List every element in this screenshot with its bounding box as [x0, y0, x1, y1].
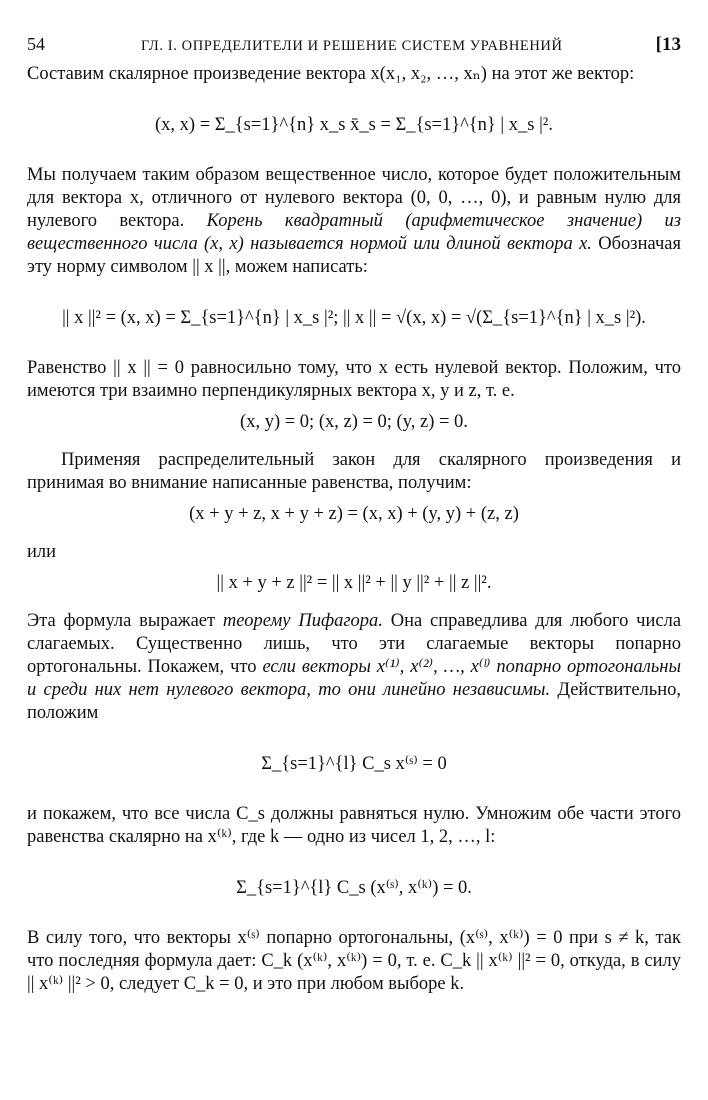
formula-scalar-product: Σ_{s=1}^{l} C_s (x⁽ˢ⁾, x⁽ᵏ⁾) = 0. [236, 877, 472, 898]
paragraph-5-part-e: Действительно, положим [27, 680, 681, 723]
paragraph-5 [27, 610, 681, 725]
paragraph-7: В силу того, что векторы x⁽ˢ⁾ попарно ортогональны, (x⁽ˢ⁾, x⁽ᵏ⁾) = 0 при s ≠ k, так что последняя формула дает: C_k (x⁽ᵏ⁾, x⁽ᵏ⁾) = 0, т. е. C_k || x⁽ᵏ⁾ ||² = 0, откуда, в силу || x⁽ᵏ⁾ ||² > 0, следует C_k = 0, и это при любом выборе k. [27, 928, 681, 994]
paragraph-6: и покажем, что все числа C_s должны равняться нулю. Умножим обе части этого равенства скалярно на x⁽ᵏ⁾, где k — одно из чисел 1, 2, …, l: [27, 804, 681, 847]
formula-norm-product: (x, x) = Σ_{s=1}^{n} x_s x̄_s = Σ_{s=1}^{n} | x_s |². [155, 114, 553, 135]
chapter-title: ГЛ. I. ОПРЕДЕЛИТЕЛИ И РЕШЕНИЕ СИСТЕМ УРАВНЕНИЙ [141, 38, 563, 54]
formula-linear-combination: Σ_{s=1}^{l} C_s x⁽ˢ⁾ = 0 [261, 753, 447, 774]
page-number: 54 [27, 34, 45, 54]
theorem-name: теорему Пифагора. [222, 611, 383, 631]
formula-orthogonality: (x, y) = 0; (x, z) = 0; (y, z) = 0. [240, 412, 468, 432]
paragraph-5-part-a: Эта формула выражает [27, 611, 216, 631]
paragraph-4: Применяя распределительный закон для скалярного произведения и принимая во внимание написанные равенства, получим: [27, 450, 681, 493]
word-or: или [27, 542, 57, 562]
section-number: [13 [655, 34, 681, 55]
paragraph-2-part-c: Обозначая эту норму символом || x ||, можем написать: [27, 234, 682, 277]
page [27, 33, 681, 996]
paragraph-2-definition: Корень квадратный (арифметическое значение) из вещественного числа (x, x) называется нормой или длиной вектора x. [27, 211, 682, 254]
paragraph-2-part-a: Мы получаем таким образом вещественное число, которое будет положительным для вектора x, отличного от нулевого вектора (0, 0, …, 0), и равным нулю для нулевого вектора. [27, 165, 681, 231]
formula-expansion: (x + y + z, x + y + z) = (x, x) + (y, y) + (z, z) [189, 504, 519, 524]
paragraph-3: Равенство || x || = 0 равносильно тому, что x есть нулевой вектор. Положим, что имеются три взаимно перпендикулярных вектора x, y и z, т. е. [27, 358, 681, 401]
paragraph-2 [27, 164, 681, 279]
paragraph-5-part-c: Она справедлива для любого числа слагаемых. Существенно лишь, что эти слагаемые векторы попарно ортогональны. Покажем, что [27, 611, 682, 677]
formula-pythagoras: || x + y + z ||² = || x ||² + || y ||² + || z ||². [216, 573, 492, 593]
running-header [27, 33, 681, 63]
formula-norm-definition: || x ||² = (x, x) = Σ_{s=1}^{n} | x_s |²; || x || = √(x, x) = √(Σ_{s=1}^{n} | x_s |²). [62, 307, 646, 328]
paragraph-1: Составим скалярное произведение вектора x(x₁, x₂, …, xₙ) на этот же вектор: [27, 64, 635, 84]
theorem-statement: если векторы x⁽¹⁾, x⁽²⁾, …, x⁽ˡ⁾ попарно ортогональны и среди них нет нулевого вектора, то они линейно независимы. [27, 657, 681, 700]
